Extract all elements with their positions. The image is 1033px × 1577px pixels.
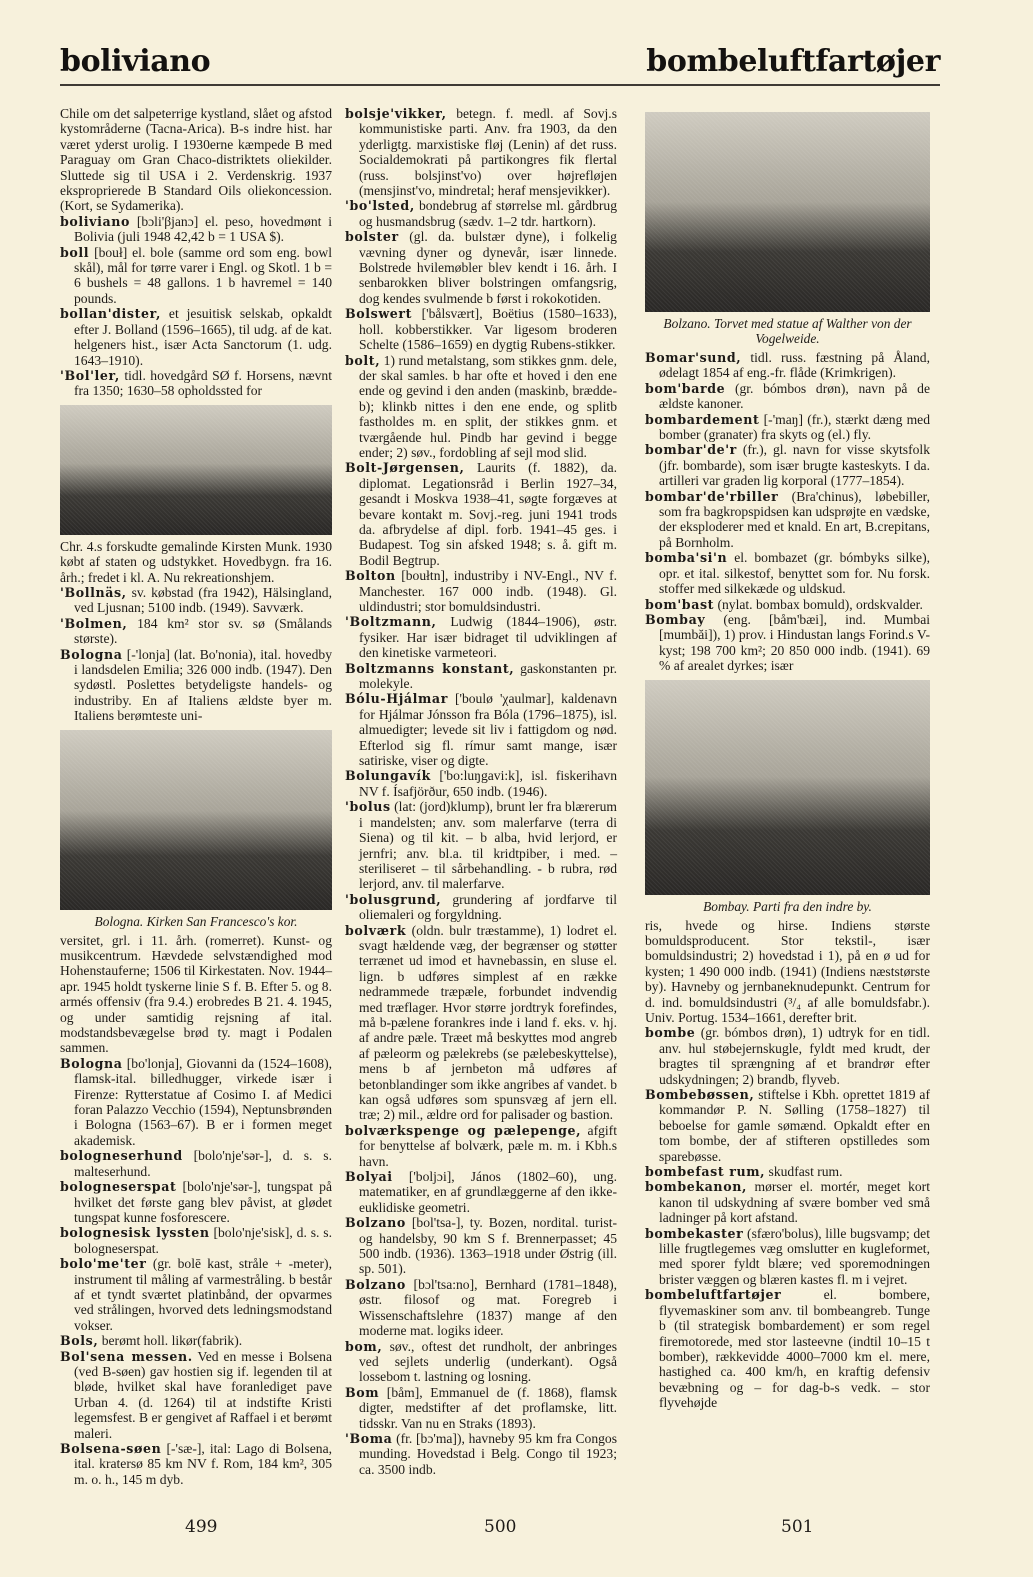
entry-headword: Bolt-Jørgensen, — [345, 460, 465, 476]
dictionary-entry — [645, 1179, 930, 1225]
figure-boller — [60, 405, 332, 535]
entry-definition: [boułtn], industriby i NV-Engl., NV f. Manchester. 167 000 indb. (1948). Gl. uldindustri; stor bomuldsindustri. — [359, 568, 617, 614]
entry-definition: (lat: (jord)klump), brunt ler fra blærerum i mandelsten; anv. som malerfarve (terra di Siena) og til kit. – b alba, hvid lerjord, er jernfri; anv. bl.a. til kridtpiber, i med. – steriliseret – til sårbehandling. - b rubra, rød lerjord, anv. til malerfarve. — [359, 799, 618, 892]
dictionary-entry — [60, 1225, 332, 1256]
entry-headword: bom, — [345, 1338, 383, 1354]
entry-headword: bombeluftfartøjer — [645, 1287, 782, 1303]
figure-bombay — [645, 680, 930, 914]
dictionary-entry — [645, 381, 930, 412]
entry-definition: [-'maŋ] (fr.), stærkt dæng med bomber (granater) fra skyts og (el.) fly. — [659, 411, 930, 443]
entry-continuation: ris, hvede og hirse. Indiens største bomuldsproducent. Stor tekstil-, især bomuldsindustri; 2) hovedstad i 1), på en ø ud for kysten; 1 490 000 indb. (1941) (Indiens næststørste by). Havneby og jernbaneknudepunkt. Centrum for d. ind. bomuldsindustri (³/₄ af alle bomuldsfabr.). Univ. Portug. 1534–1661, derefter brit. — [645, 917, 930, 1025]
entry-definition: [-'sæ-], ital: Lago di Bolsena, ital. kratersø 85 km NV f. Rom, 184 km², 305 m. o. h., 145 m dyb. — [74, 1441, 332, 1487]
entry-definition: (gl. da. bulstær dyne), i folkelig vævning dyner og dynevår, især linnede. Bolstrede hvilemøbler blev kendt i 16. årh. I senbarokken bliver bolstringen omfangsrig, dog kendes svulmende b først i rokokotiden. — [359, 229, 617, 306]
dictionary-entry — [645, 550, 930, 596]
entry-headword: Bolzano — [345, 1276, 406, 1292]
entry-headword: 'Bolmen, — [60, 615, 128, 631]
entry-definition: søv., oftest det rundholt, der anbringes ved sejlets underlig (underkant). Også lossebom t. lastning og losning. — [359, 1338, 617, 1385]
dictionary-entry — [60, 1349, 332, 1441]
page-number-501: 501 — [781, 1517, 814, 1537]
entry-headword: 'Bollnäs, — [60, 584, 127, 600]
entry-continuation: versitet, grl. i 11. årh. (romerret). Kunst- og musikcentrum. Hævdede selvstændighed mod Hohenstauferne; 1506 til Kirkestaten. Nov. 1944–apr. 1945 holdt tyskerne linie S f. B. Efter 5. og 8. armés offensiv (fra 9.4.) erobredes B 21. 4. 1945, og under samtidig rejsning af ital. modstandsbevægelse brød ty. magt i Podalen sammen. — [60, 932, 332, 1056]
entry-definition: ['boljɔi], János (1802–60), ung. matematiker, en af grundlæggerne af den ikke-euklidiske geometri. — [359, 1169, 617, 1215]
figure-bolzano — [645, 112, 930, 346]
dictionary-entry — [645, 612, 930, 674]
dictionary-entry — [645, 1287, 930, 1410]
entry-headword: bolsje'vikker, — [345, 106, 447, 121]
entry-definition: tidl. hovedgård SØ f. Horsens, nævnt fra 1350; 1630–58 opholdssted for — [74, 367, 332, 399]
entry-headword: bolværk — [345, 922, 407, 938]
entry-definition: [bolo'nje'sər-], tungspat på hvilket det første gang blev påvist, at glødet tungspat kunne fosforescere. — [74, 1179, 332, 1225]
dictionary-entry — [60, 1179, 332, 1225]
entry-definition: afgift for benyttelse af bolværk, pæle m. m. i Kbh.s havn. — [359, 1122, 617, 1169]
entry-headword: Bol'sena messen. — [60, 1348, 193, 1364]
dictionary-entry — [345, 460, 617, 568]
entry-headword: Bólu-Hjálmar — [345, 691, 448, 707]
entry-definition: (fr. [bɔ'ma]), havneby 95 km fra Congos munding. Hovedstad i Belg. Congo til 1923; ca. 3500 indb. — [359, 1430, 617, 1477]
dictionary-entry — [345, 614, 617, 660]
entry-definition: [bo'lonja], Giovanni da (1524–1608), flamsk-ital. billedhugger, virkede især i Firenze: Rytterstatue af Cosimo I. af Medici foran Palazzo Vecchio (1594), Neptunsbrønden i Bologna (1563–67). B er i formen meget akademisk. — [74, 1055, 332, 1148]
dictionary-entry — [60, 368, 332, 399]
entry-headword: bombefast rum, — [645, 1164, 766, 1180]
dictionary-entry — [345, 1431, 617, 1477]
dictionary-entry — [645, 1164, 930, 1179]
entry-headword: bombar'de'r — [645, 442, 737, 458]
entry-definition: (fr.), gl. navn for visse skytsfolk (jfr. bombarde), som især brugte kasteskyts. I da. artilleri var graden lig korporal (1777–1854). — [659, 442, 930, 489]
entry-headword: Bolton — [345, 568, 396, 584]
entry-headword: bomba'si'n — [645, 550, 728, 566]
entry-definition: et jesuitisk selskab, opkaldt efter J. Bolland (1596–1665), til udg. af de kat. helgeners hist., især Acta Sanctorum (1. udg. 1643–1910). — [74, 306, 332, 368]
column-page-499 — [60, 106, 332, 1487]
page-number-499: 499 — [185, 1517, 218, 1537]
dictionary-entry — [60, 245, 332, 307]
entry-continuation: Chile om det salpeterrige kystland, slået og afstod kystområderne (Tacna-Arica). B-s indre hist. har været yderst urolig. I 1930erne kæmpede B med Paraguay om Gran Chaco-distriktets oliekilder. Sluttede sig til USA i 2. Verdenskrig. 1937 eksproprierede B Standard Oils oliekoncession. (Kort, se Sydamerika). — [60, 106, 332, 214]
dictionary-entry — [60, 585, 332, 616]
dictionary-entry — [345, 1385, 617, 1431]
dictionary-entry — [645, 350, 930, 381]
entry-headword: bombe — [645, 1025, 696, 1041]
entry-definition: Ludwig (1844–1906), østr. fysiker. Har især bidraget til udviklingen af den kinetiske varmeteori. — [359, 614, 617, 661]
entry-headword: Bologna — [60, 1055, 123, 1071]
entry-definition: betegn. f. medl. af Sovj.s kommunistiske parti. Anv. fra 1903, da den yderligtg. marxistiske fløj (Lenin) af det russ. Socialdemokrati på partikongres fik flertal (russ. bolsjinst'vo) over højrefløjen (mensjinst'vo, mindretal; heraf mensjevikker). — [359, 106, 617, 199]
entry-headword: 'Bol'ler, — [60, 367, 120, 383]
figure-caption: Bologna. Kirken San Francesco's kor. — [94, 913, 298, 929]
entry-headword: 'Boma — [345, 1430, 393, 1446]
dictionary-entry — [345, 229, 617, 306]
entry-headword: 'bolus — [345, 799, 391, 815]
dictionary-entry — [60, 1441, 332, 1487]
entry-definition: [bolo'nje'sisk], d. s. s. bologneserspat. — [74, 1225, 332, 1256]
dictionary-entry — [345, 306, 617, 352]
dictionary-entry — [345, 923, 617, 1123]
photo-bombay — [645, 680, 930, 895]
column-page-501 — [645, 106, 930, 1411]
entry-definition: (gr. bómbos drøn), navn på de ældste kanoner. — [659, 380, 930, 412]
entry-headword: Bologna — [60, 646, 123, 662]
dictionary-entry — [645, 1025, 930, 1087]
entry-headword: bom'bast — [645, 596, 715, 612]
entry-definition: el. bombere, flyvemaskiner som anv. til bombeangreb. Tunge b (til strategisk bombardement) er som regel firemotorede, med stor lasteevne (indtil 10–15 t bomber), rækkevidde 4000–7000 km el. mere, hastighed ca. 400 km/h, en kraftig defensiv bevæbning og – for dag-b-s vedk. – stor flyvehøjde — [659, 1287, 930, 1411]
entry-headword: 'bo'lsted, — [345, 198, 415, 214]
entry-definition: [båm], Emmanuel de (f. 1868), flamsk digter, medstifter af det proflamske, litt. tidsskr. Van nu en Straks (1893). — [359, 1384, 617, 1431]
entry-definition: [bɔl'tsa:no], Bernhard (1781–1848), østr. filosof og mat. Foregreb i Wissenschaftslehre (1837) mange af den moderne mat. logiks ideer. — [359, 1276, 617, 1339]
entry-definition: mørser el. mortér, meget kort kanon til udskydning af svære bomber ved små ladninger på kort afstand. — [659, 1179, 930, 1226]
entry-headword: bombekanon, — [645, 1179, 747, 1195]
guide-word-left: boliviano — [60, 44, 211, 79]
photo-bologna — [60, 730, 332, 910]
entry-headword: Bombebøssen, — [645, 1087, 755, 1102]
entry-definition: sv. købstad (fra 1942), Hälsingland, ved Ljusnan; 5100 indb. (1949). Savværk. — [74, 584, 332, 616]
entry-headword: bolt, — [345, 352, 381, 368]
figure-caption: Bombay. Parti fra den indre by. — [703, 898, 872, 914]
entry-headword: Bolzano — [345, 1215, 406, 1231]
entry-definition: (sfæro'bolus), lille bugsvamp; det lille frugtlegemes væg omslutter en kugleformet, med sporer fyldt blære; ved sporemodningen brister væggen og blæren kastes fl. m i vejret. — [659, 1225, 930, 1287]
dictionary-entry — [60, 616, 332, 647]
entry-continuation: Chr. 4.s forskudte gemalinde Kirsten Munk. 1930 købt af staten og udstykket. Hovedbygn. fra 16. årh.; fredet i kl. A. Nu rekreationshjem. — [60, 538, 332, 585]
entry-definition: Laurits (f. 1882), da. diplomat. Legationsråd i Berlin 1927–34, gesandt i Moskva 1938–41, søgte forgæves at bevare kontakt m. Sovj.-reg. juni 1941 trods da. afbrydelse af dipl. forb. 1941–45 ges. i Budapest. Tog sin afsked 1948; s. å. gift m. Bodil Begtrup. — [359, 460, 617, 568]
entry-definition: tidl. russ. fæstning på Åland, ødelagt 1854 af eng.-fr. flåde (Krimkrigen). — [659, 350, 930, 381]
entry-definition: skudfast rum. — [768, 1164, 843, 1180]
dictionary-entry — [60, 647, 332, 724]
entry-definition: stiftelse i Kbh. oprettet 1819 af kommandør P. N. Sølling (1758–1827) til beboelse for gamle sømænd. Opkaldt efter en tom bombe, der af stifteren opstilledes som sparebøsse. — [659, 1087, 930, 1164]
entry-headword: Bolyai — [345, 1169, 393, 1185]
entry-headword: bologneserspat — [60, 1179, 177, 1195]
dictionary-entry — [645, 442, 930, 488]
entry-headword: bollan'dister, — [60, 306, 161, 322]
entry-definition: [bɔli'βjanɔ] el. peso, hovedmønt i Bolivia (juli 1948 42,42 b = 1 USA $). — [74, 213, 332, 245]
dictionary-entry — [60, 1333, 332, 1348]
entry-definition: ['bålsvært], Boëtius (1580–1633), holl. kobberstikker. Var ligesom broderen Schelte (1586–1659) en dygtig Rubens-stikker. — [359, 306, 617, 353]
dictionary-entry — [645, 412, 930, 443]
header-rule — [60, 84, 940, 86]
entry-definition: gaskonstanten pr. molekyle. — [359, 660, 618, 692]
dictionary-entry — [345, 1339, 617, 1385]
dictionary-entry — [345, 353, 617, 461]
entry-headword: bologneserhund — [60, 1148, 183, 1164]
entry-headword: boll — [60, 244, 90, 260]
dictionary-entry — [345, 106, 617, 198]
page-number-500: 500 — [484, 1517, 517, 1537]
entry-headword: bolognesisk lyssten — [60, 1225, 210, 1241]
entry-definition: berømt holl. likør(fabrik). — [101, 1333, 243, 1349]
entry-headword: Bols, — [60, 1333, 99, 1349]
entry-definition: Ved en messe i Bolsena (ved B-søen) gav hostien sig if. legenden til at bløde, hvilket skal have foranlediget pave Urban 4. (d. 1264) til at indstifte Kristi legemsfest. B er gengivet af Raffael i et berømt maleri. — [74, 1348, 333, 1441]
dictionary-entry — [345, 661, 617, 692]
entry-headword: Bom — [345, 1384, 380, 1400]
entry-definition: grundering af jordfarve til oliemaleri og forgyldning. — [359, 891, 618, 923]
entry-headword: Boltzmanns konstant, — [345, 660, 515, 676]
dictionary-entry — [60, 1056, 332, 1148]
entry-headword: bombekaster — [645, 1225, 744, 1241]
entry-definition: [bouł] el. bole (samme ord som eng. bowl skål), mål for tørre varer i Engl. og Skotl. 1 b = 6 bushels = 48 gallons. 1 b havremel = 140 pounds. — [74, 244, 332, 306]
entry-definition: (gr. bolē kast, stråle + -meter), instrument til måling af varmestråling. b består af et tyndt sværtet platinbånd, der opvarmes ved strålingen, hvorved dets ledningsmodstand vokser. — [74, 1256, 332, 1333]
entry-headword: Bombay — [645, 611, 706, 627]
entry-definition: (gr. bómbos drøn), 1) udtryk for en tidl. anv. hul støbejernskugle, fyldt med krudt, der bragtes til sprængning af et brandrør efter udskydningen; 2) brandb, flyveb. — [659, 1025, 930, 1087]
entry-definition: (nylat. bombax bomuld), ordskvalder. — [717, 596, 923, 612]
entry-headword: bolster — [345, 229, 399, 245]
entry-headword: bombardement — [645, 411, 760, 427]
dictionary-entry — [60, 1148, 332, 1179]
dictionary-entry — [345, 568, 617, 614]
dictionary-entry — [645, 1087, 930, 1164]
dictionary-entry — [645, 597, 930, 612]
entry-definition: 1) rund metalstang, som stikkes gnm. dele, der skal samles. b har ofte et hoved i den ene ende og gevind i den anden (maskinb, bræddeb); klinkb nittes i den ene ende, og splitb fastholdes m. en split, der stikkes gnm. et tværgående hul. Pindb har gevind i begge ender; 2) søv., fordobling af sejl mod slid. — [359, 352, 617, 460]
entry-headword: 'bolusgrund, — [345, 891, 442, 907]
entry-headword: bolo'me'ter — [60, 1256, 147, 1272]
dictionary-entry — [345, 198, 617, 229]
entry-definition: ['bo:luŋgavi:k], isl. fiskerihavn NV f. Ísafjörður, 650 indb. (1946). — [359, 768, 617, 799]
entry-definition: [bolo'nje'sər-], d. s. s. malteserhund. — [74, 1148, 332, 1179]
entry-headword: Bolswert — [345, 306, 413, 322]
entry-definition: (Bra'chinus), løbebiller, som fra bagkropspidsen kan udsprøjte en vædske, der eksploderer med et knald. En art, B.crepitans, på Bornholm. — [659, 488, 930, 550]
entry-headword: boliviano — [60, 213, 130, 229]
figure-bologna — [60, 730, 332, 929]
entry-headword: bombar'de'rbiller — [645, 488, 779, 504]
dictionary-entry — [60, 1256, 332, 1333]
entry-headword: Bolsena-søen — [60, 1441, 162, 1456]
entry-definition: [-'lonja] (lat. Bo'nonia), ital. hovedby i landsdelen Emilia; 326 000 indb. (1947). Den sydøstl. Poslettes betydeligste handels- og industriby. En af Italiens ældste byer m. Italiens berømteste uni- — [74, 646, 332, 724]
entry-definition: [bol'tsa-], ty. Bozen, nordital. turist- og handelsby, 90 km S f. Brennerpasset; 45 500 indb. (1936). 1363–1918 under Østrig (ill. sp. 501). — [359, 1215, 617, 1277]
dictionary-entry — [345, 768, 617, 799]
entry-definition: el. bombazet (gr. bómbyks silke), opr. et ital. silkestof, benyttet som for. Nu forsk. stoffer med silkekæde og uldskud. — [659, 550, 930, 597]
photo-boller — [60, 405, 332, 535]
entry-definition: (oldn. bulr træstamme), 1) lodret el. svagt hældende væg, der begrænser og støtter terrænet ud imod et havnebassin, en sluse el. lign. b udføres simplest af en række nedrammede træpæle, forbundet indvendig med træflager. Hvor større jordtryk forefindes, må b-pælene forankres inde i land f. eks. v. hj. af andre pæle. Træet må beskyttes mod angreb af pæleorm og pælekrebs (se pælebeskyttelse), mens b af jernbeton må udføres af betonblandinger som ikke angribes af vandet. b kan også udføres som spunsvæg af jern ell. træ; 2) mil., ældre ord for palisader og bastion. — [359, 922, 617, 1123]
dictionary-entry — [345, 892, 617, 923]
photo-bolzano — [645, 112, 930, 312]
dictionary-entry — [345, 1169, 617, 1215]
entry-definition: (eng. [båm'bæi], ind. Mumbai [mumbăi]), 1) prov. i Hindustan langs Forind.s V-kyst; 198 700 km²; 20 850 000 indb. (1941). 69 % af arealet dyrkes; især — [659, 611, 931, 674]
entry-definition: 184 km² stor sv. sø (Smålands største). — [74, 615, 332, 647]
entry-headword: Bolungavík — [345, 768, 431, 784]
dictionary-entry — [645, 489, 930, 551]
entry-headword: bolværkspenge og pælepenge, — [345, 1122, 582, 1138]
dictionary-entry — [60, 306, 332, 368]
entry-definition: ['boulø 'χaulmar], kaldenavn for Hjálmar Jónsson fra Bóla (1796–1875), isl. almuedigter; levede sit liv i fattigdom og nød. Efterlod sig fl. rímur samt mange, især satiriske, viser og digte. — [359, 691, 618, 769]
dictionary-entry — [345, 799, 617, 891]
column-page-500 — [345, 106, 617, 1477]
entry-headword: Bomar'sund, — [645, 350, 742, 365]
entry-headword: bom'barde — [645, 380, 726, 396]
dictionary-entry — [345, 1215, 617, 1277]
entry-headword: 'Boltzmann, — [345, 614, 437, 630]
guide-word-right: bombeluftfartøjer — [646, 44, 940, 79]
dictionary-entry — [645, 1226, 930, 1288]
figure-caption: Bolzano. Torvet med statue af Walther von der Vogelweide. — [663, 316, 912, 346]
entry-definition: bondebrug af størrelse ml. gårdbrug og husmandsbrug (sædv. 1–2 tdr. hartkorn). — [359, 198, 617, 229]
dictionary-entry — [345, 1277, 617, 1339]
dictionary-entry — [345, 691, 617, 768]
dictionary-entry — [60, 214, 332, 245]
dictionary-entry — [345, 1123, 617, 1169]
